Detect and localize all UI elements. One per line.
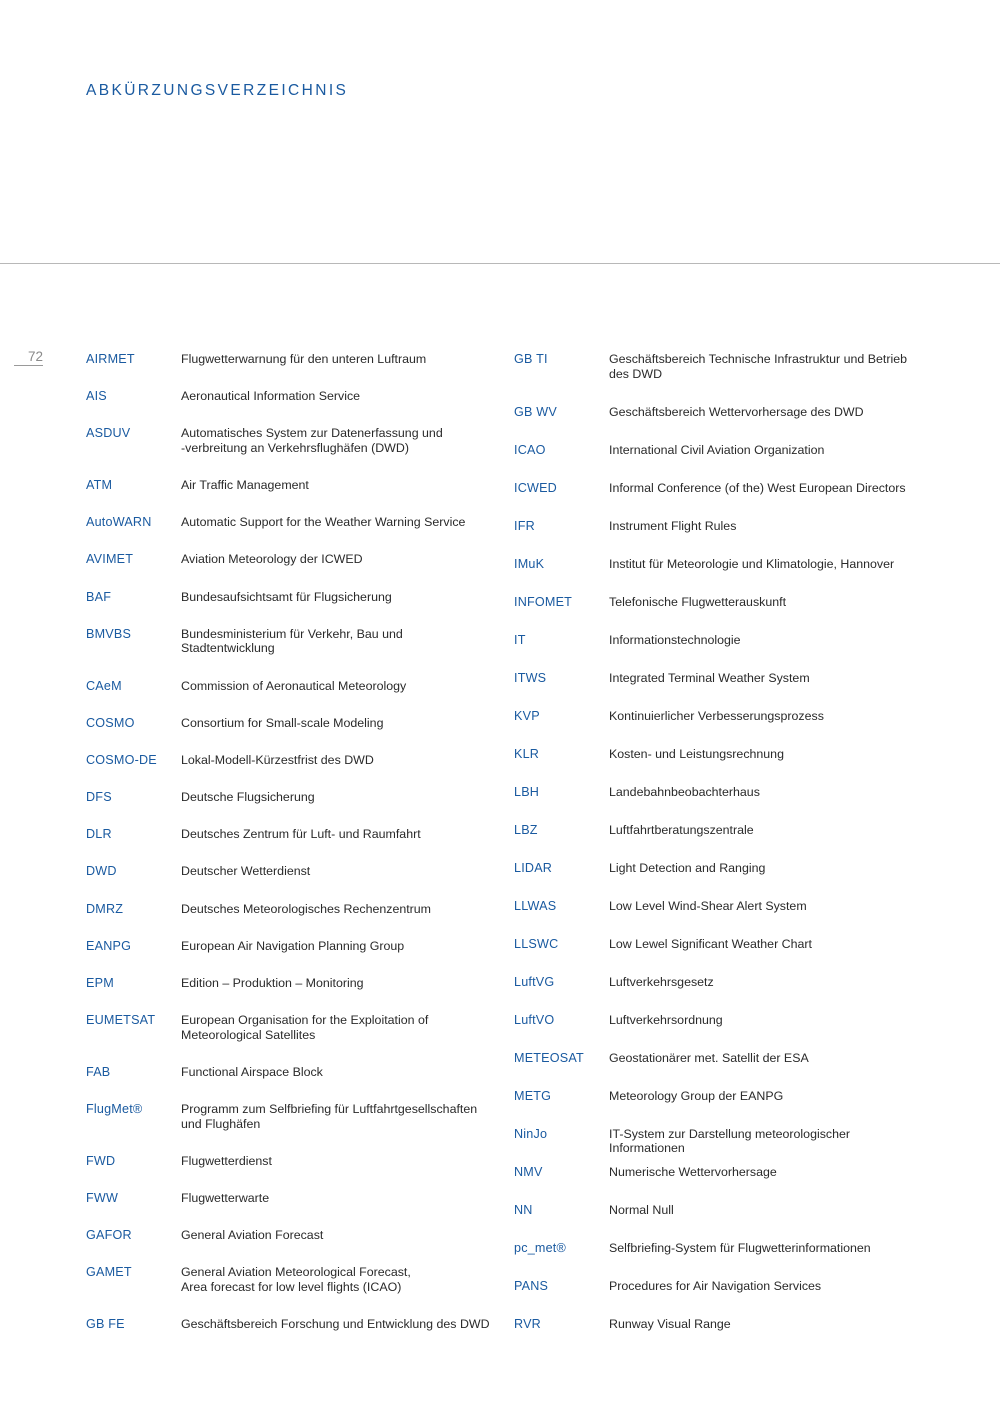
- abbreviation-term: NN: [514, 1202, 533, 1217]
- abbreviation-term: LIDAR: [514, 860, 553, 875]
- abbreviation-description: Geostationärer met. Satellit der ESA: [609, 1050, 809, 1065]
- abbreviation-term: METEOSAT: [514, 1050, 584, 1065]
- abbreviation-entry: [514, 481, 924, 519]
- abbreviation-entry: [86, 478, 496, 515]
- abbreviation-description: Low Level Wind-Shear Alert System: [609, 898, 807, 913]
- abbreviation-term: ITWS: [514, 670, 547, 685]
- abbreviation-entry: [514, 595, 924, 633]
- abbreviation-entry: [86, 515, 496, 552]
- abbreviation-entry: [514, 1127, 924, 1165]
- abbreviation-term: COSMO-DE: [86, 752, 157, 767]
- abbreviation-description: Kosten- und Leistungsrechnung: [609, 746, 784, 761]
- abbreviation-description: Selfbriefing-System für Flugwetterinformationen: [609, 1240, 871, 1255]
- abbreviation-entry: [514, 519, 924, 557]
- page-number: 72: [14, 349, 43, 366]
- abbreviation-entry: [86, 902, 496, 939]
- abbreviation-term: FWW: [86, 1190, 119, 1205]
- abbreviation-description: Deutsche Flugsicherung: [181, 790, 315, 805]
- abbreviation-description: Deutsches Zentrum für Luft- und Raumfahrt: [181, 827, 421, 842]
- abbreviation-term: GB WV: [514, 404, 557, 419]
- abbreviation-entry: [86, 1265, 496, 1317]
- abbreviation-term: LBZ: [514, 822, 538, 837]
- abbreviation-description: Luftverkehrsgesetz: [609, 974, 714, 989]
- abbreviation-entry: [514, 1165, 924, 1203]
- abbreviation-term: ICWED: [514, 480, 557, 495]
- abbreviation-term: IFR: [514, 518, 535, 533]
- abbreviation-term: AIRMET: [86, 352, 135, 366]
- abbreviation-description: Geschäftsbereich Wettervorhersage des DWD: [609, 404, 864, 419]
- abbreviation-entry: [86, 939, 496, 976]
- abbreviation-description: Aviation Meteorology der ICWED: [181, 552, 363, 567]
- abbreviation-description: Runway Visual Range: [609, 1316, 731, 1331]
- abbreviation-term: ICAO: [514, 442, 546, 457]
- abbreviation-description: Air Traffic Management: [181, 478, 309, 493]
- abbreviation-entry: [86, 426, 496, 478]
- abbreviation-description: Deutscher Wetterdienst: [181, 864, 311, 879]
- abbreviation-description: Aeronautical Information Service: [181, 389, 361, 404]
- abbreviation-description: Consortium for Small-scale Modeling: [181, 715, 384, 730]
- abbreviation-list-left: [86, 352, 496, 1354]
- abbreviation-entry: [86, 827, 496, 864]
- abbreviation-description: Meteorology Group der EANPG: [609, 1088, 784, 1103]
- abbreviation-description: Integrated Terminal Weather System: [609, 670, 810, 685]
- abbreviation-description: Bundesaufsichtsamt für Flugsicherung: [181, 589, 392, 604]
- abbreviation-term: LLSWC: [514, 936, 559, 951]
- abbreviation-description: European Air Navigation Planning Group: [181, 938, 405, 953]
- abbreviation-description: Procedures for Air Navigation Services: [609, 1278, 822, 1293]
- abbreviation-entry: [86, 352, 496, 389]
- abbreviation-term: BMVBS: [86, 626, 132, 641]
- abbreviation-entry: [86, 679, 496, 716]
- abbreviation-description: Automatic Support for the Weather Warning Service: [181, 515, 466, 530]
- abbreviation-entry: [514, 1013, 924, 1051]
- abbreviation-entry: [86, 753, 496, 790]
- abbreviation-entry: [86, 1102, 496, 1154]
- abbreviation-description: International Civil Aviation Organization: [609, 442, 825, 457]
- abbreviation-description: Normal Null: [609, 1202, 674, 1217]
- abbreviation-description: General Aviation Meteorological Forecast, Area forecast for low level flights (ICAO): [181, 1265, 411, 1294]
- abbreviation-entry: [86, 590, 496, 627]
- abbreviation-description: Landebahnbeobachterhaus: [609, 784, 760, 799]
- abbreviation-entry: [514, 633, 924, 671]
- abbreviation-entry: [86, 716, 496, 753]
- abbreviation-entry: [514, 975, 924, 1013]
- horizontal-divider: [0, 263, 1000, 264]
- abbreviation-entry: [86, 627, 496, 679]
- abbreviation-term: IMuK: [514, 556, 545, 571]
- abbreviation-entry: [514, 1241, 924, 1279]
- abbreviation-entry: [514, 557, 924, 595]
- abbreviation-term: FAB: [86, 1064, 111, 1079]
- abbreviation-description: Flugwetterdienst: [181, 1153, 272, 1168]
- abbreviation-term: KLR: [514, 746, 540, 761]
- abbreviation-term: EANPG: [86, 938, 132, 953]
- abbreviation-entry: [514, 1279, 924, 1317]
- abbreviation-term: METG: [514, 1088, 552, 1103]
- abbreviation-entry: [514, 352, 924, 405]
- abbreviation-term: CAeM: [86, 678, 122, 693]
- abbreviation-term: IT: [514, 632, 526, 647]
- abbreviation-term: LLWAS: [514, 898, 557, 913]
- abbreviation-description: Low Lewel Significant Weather Chart: [609, 936, 812, 951]
- abbreviation-term: EUMETSAT: [86, 1013, 156, 1028]
- abbreviation-entry: [514, 443, 924, 481]
- abbreviation-term: ATM: [86, 478, 113, 493]
- abbreviation-term: pc_met®: [514, 1240, 566, 1255]
- abbreviation-description: Institut für Meteorologie und Klimatologie, Hannover: [609, 556, 895, 571]
- abbreviation-term: BAF: [86, 589, 112, 604]
- abbreviation-description: Kontinuierlicher Verbesserungsprozess: [609, 708, 824, 723]
- abbreviation-description: Light Detection and Ranging: [609, 860, 766, 875]
- abbreviation-term: RVR: [514, 1316, 541, 1331]
- abbreviation-description: Programm zum Selfbriefing für Luftfahrtgesellschaften und Flughäfen: [181, 1102, 478, 1131]
- abbreviation-entry: [514, 861, 924, 899]
- abbreviation-description: Edition – Produktion – Monitoring: [181, 976, 364, 990]
- abbreviation-term: AutoWARN: [86, 515, 152, 530]
- abbreviation-term: EPM: [86, 976, 114, 990]
- abbreviation-description: Numerische Wettervorhersage: [609, 1164, 777, 1179]
- abbreviation-term: INFOMET: [514, 594, 573, 609]
- abbreviation-entry: [514, 405, 924, 443]
- abbreviation-entry: [86, 864, 496, 901]
- abbreviation-entry: [86, 1191, 496, 1228]
- abbreviation-term: GAMET: [86, 1265, 132, 1280]
- abbreviation-description: Instrument Flight Rules: [609, 518, 737, 533]
- abbreviation-term: DLR: [86, 827, 112, 842]
- abbreviation-entry: [514, 1089, 924, 1127]
- abbreviation-entry: [514, 1317, 924, 1355]
- abbreviation-entry: [86, 552, 496, 589]
- abbreviation-entry: [514, 671, 924, 709]
- abbreviation-entry: [514, 823, 924, 861]
- abbreviation-entry: [86, 1228, 496, 1265]
- abbreviation-term: PANS: [514, 1278, 549, 1293]
- abbreviation-description: Automatisches System zur Datenerfassung und -verbreitung an Verkehrsflughäfen (DWD): [181, 426, 443, 455]
- abbreviation-term: GB TI: [514, 352, 548, 366]
- abbreviation-description: Deutsches Meteorologisches Rechenzentrum: [181, 901, 432, 916]
- abbreviation-term: COSMO: [86, 715, 135, 730]
- abbreviation-term: AIS: [86, 389, 107, 404]
- abbreviation-term: FlugMet®: [86, 1102, 143, 1117]
- abbreviation-term: KVP: [514, 708, 540, 723]
- abbreviation-entry: [86, 976, 496, 1013]
- abbreviation-term: FWD: [86, 1153, 116, 1168]
- abbreviation-entry: [86, 1065, 496, 1102]
- abbreviation-entry: [514, 1203, 924, 1241]
- page-title: ABKÜRZUNGSVERZEICHNIS: [86, 82, 349, 99]
- abbreviation-term: NinJo: [514, 1126, 548, 1141]
- abbreviation-description: Geschäftsbereich Technische Infrastruktur und Betrieb des DWD: [609, 352, 907, 381]
- abbreviation-description: European Organisation for the Exploitation of Meteorological Satellites: [181, 1013, 429, 1042]
- abbreviation-term: ASDUV: [86, 426, 131, 441]
- abbreviation-term: DMRZ: [86, 901, 124, 916]
- abbreviation-term: AVIMET: [86, 552, 134, 567]
- abbreviation-description: Luftfahrtberatungszentrale: [609, 822, 754, 837]
- abbreviation-description: Flugwetterwarte: [181, 1190, 270, 1205]
- abbreviation-description: Flugwetterwarnung für den unteren Luftraum: [181, 352, 427, 366]
- abbreviation-entry: [86, 790, 496, 827]
- abbreviation-entry: [86, 1013, 496, 1065]
- abbreviation-description: Luftverkehrsordnung: [609, 1012, 723, 1027]
- abbreviation-term: LuftVO: [514, 1012, 555, 1027]
- abbreviation-entry: [514, 1051, 924, 1089]
- abbreviation-term: GAFOR: [86, 1228, 132, 1243]
- abbreviation-term: DFS: [86, 790, 112, 805]
- abbreviation-entry: [514, 899, 924, 937]
- abbreviation-entry: [514, 937, 924, 975]
- abbreviation-entry: [514, 709, 924, 747]
- abbreviation-entry: [86, 1317, 496, 1354]
- abbreviation-description: General Aviation Forecast: [181, 1228, 324, 1243]
- abbreviation-list-right: [514, 352, 924, 1355]
- abbreviation-description: Lokal-Modell-Kürzestfrist des DWD: [181, 752, 374, 767]
- abbreviation-description: Informal Conference (of the) West European Directors: [609, 480, 906, 495]
- abbreviation-description: Bundesministerium für Verkehr, Bau und Stadtentwicklung: [181, 626, 403, 656]
- abbreviation-entry: [86, 1154, 496, 1191]
- abbreviation-description: Commission of Aeronautical Meteorology: [181, 678, 407, 693]
- abbreviation-description: IT-System zur Darstellung meteorologischer Informationen: [609, 1126, 851, 1155]
- abbreviation-term: NMV: [514, 1164, 543, 1179]
- abbreviation-term: LBH: [514, 784, 540, 799]
- abbreviation-description: Informationstechnologie: [609, 632, 741, 647]
- abbreviation-description: Functional Airspace Block: [181, 1064, 323, 1079]
- abbreviation-term: LuftVG: [514, 974, 555, 989]
- abbreviation-description: Telefonische Flugwetterauskunft: [609, 594, 787, 609]
- abbreviation-entry: [86, 389, 496, 426]
- abbreviation-entry: [514, 747, 924, 785]
- abbreviation-entry: [514, 785, 924, 823]
- abbreviation-term: GB FE: [86, 1317, 125, 1331]
- abbreviation-term: DWD: [86, 864, 117, 879]
- abbreviation-description: Geschäftsbereich Forschung und Entwicklung des DWD: [181, 1317, 490, 1331]
